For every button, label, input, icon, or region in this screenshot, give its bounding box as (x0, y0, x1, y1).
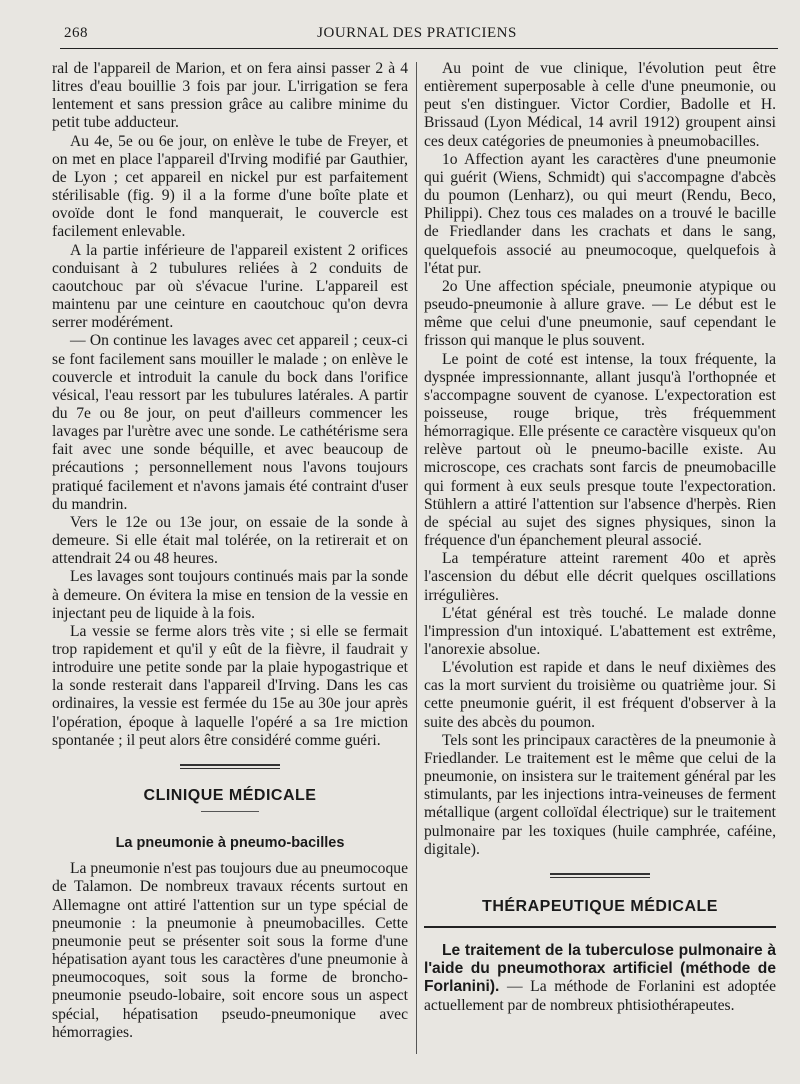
section-title: THÉRAPEUTIQUE MÉDICALE (482, 897, 718, 915)
paragraph: — On continue les lavages avec cet appareil ; ceux-ci se font facilement sans mouiller le malade ; on enlève le couvercle et introduit la canule du bock dans l'orifice vésical, l'eau ressort par les tubulures latérales. A partir du 7e ou 8e jour, on peut d'ailleurs commencer les lavages par l'urètre avec une sonde. Le cathétérisme sera fait avec une sonde béquille, et avec beaucoup de précautions ; personnellement nous l'avons toujours pratiqué facilement et n'avons jamais été contraint d'user du mandrin. (52, 332, 408, 513)
paragraph: L'état général est très touché. Le malade donne l'impression d'un intoxiqué. L'abattement est extrême, l'anorexie absolue. (424, 604, 776, 658)
article-title: La pneumonie à pneumo-bacilles (115, 835, 345, 852)
paragraph: Au point de vue clinique, l'évolution peut être entièrement superposable à celle d'une pneumonie, ou peut s'en distinguer. Victor Cordier, Badolle et H. Brissaud (Lyon Médical, 14 avril 1912) groupent ainsi ces deux catégories de pneumonies à pneumobacilles. (424, 60, 776, 150)
paragraph (424, 942, 776, 1015)
paragraph: ral de l'appareil de Marion, et on fera ainsi passer 2 à 4 litres d'eau bouillie 3 fois par jour. L'irrigation se fera lentement et sans pression grâce au calibre minime du petit tube adducteur. (52, 60, 408, 132)
paragraph: L'évolution est rapide et dans le neuf dixièmes des cas la mort survient du troisième ou quatrième jour. Si cette pneumonie guérit, il est fréquent d'observer à la suite des abcès du poumon. (424, 659, 776, 731)
section-separator (550, 873, 650, 878)
right-column (424, 60, 776, 1015)
section-title: CLINIQUE MÉDICALE (143, 786, 317, 804)
journal-title: JOURNAL DES PRATICIENS (317, 25, 517, 41)
paragraph: 2o Une affection spéciale, pneumonie atypique ou pseudo-pneumonie à allure grave. — Le début est le même que celui d'une pneumonie, sauf cependant le frisson qui manque le plus souvent. (424, 277, 776, 350)
paragraph: Vers le 12e ou 13e jour, on essaie de la sonde à demeure. Si elle était mal tolérée, on la retirerait et on attendrait 24 ou 48 heures. (52, 513, 408, 568)
header-rule (60, 48, 778, 49)
paragraph: Le point de coté est intense, la toux fréquente, la dyspnée impressionnante, allant jusqu'à l'orthopnée et s'accompagne souvent de cyanose. L'expectoration est poisseuse, rouge brique, très fréquemment hémorragique. Elle présente ce caractère visqueux qu'on relève partout où le pneumo-bacille existe. Au microscope, ces crachats sont farcis de pneumobacille qui forment à eux seuls presque toute l'expectoration. Stühlern a attiré l'attention sur l'absence d'herpès. Rien de spécial au sujet des signes physiques, sinon la fréquence d'un épanchement pleural associé. (424, 350, 776, 550)
page-number: 268 (64, 25, 88, 41)
paragraph: La température atteint rarement 40o et après l'ascension du début elle décrit quelques oscillations irrégulières. (424, 550, 776, 604)
left-column (52, 60, 408, 1042)
paragraph: Les lavages sont toujours continués mais par la sonde à demeure. On évitera la mise en tension de la vessie en injectant peu de liquide à la fois. (52, 568, 408, 622)
title-rule (201, 811, 259, 812)
paragraph: La vessie se ferme alors très vite ; si elle se fermait trop rapidement et qu'il y eût de la fièvre, il faudrait y introduire une petite sonde par la plaie hypogastrique et la sonde resterait dans l'appareil d'Irving. Dans les cas ordinaires, la vessie est fermée du 15e au 30e jour après l'opération, époque à laquelle l'opéré a sa 1re miction spontanée ; il peut alors être considéré comme guéri. (52, 622, 408, 749)
article-text: — La méthode de Forlanini est adoptée actuellement par de nombreux phtisiothérapeutes. (424, 978, 776, 1014)
paragraph: 1o Affection ayant les caractères d'une pneumonie qui guérit (Wiens, Schmidt) qui s'accompagne d'abcès du poumon (Lenharz), ou qui meurt (Rendu, Beco, Philippi). Chez tous ces malades on a trouvé le bacille de Friedlander dans les crachats et dans le sang, quelquefois associé au pneumocoque, quelquefois à l'état pur. (424, 150, 776, 277)
paragraph: La pneumonie n'est pas toujours due au pneumocoque de Talamon. De nombreux travaux récents surtout en Allemagne ont attiré l'attention sur un type spécial de pneumonie : la pneumonie à pneumobacilles. Cette pneumonie peut se présenter soit sous la forme d'une hépatisation ayant tous les caractères d'une pneumonie à pneumocoques, soit sous la forme de broncho-pneumonie pseudo-lobaire, soit encore sous un aspect spécial, hépatisation pseudo-pneumonique avec hémorragies. (52, 860, 408, 1041)
paragraph: A la partie inférieure de l'appareil existent 2 orifices conduisant à 2 tubulures reliées à 2 conduits de caoutchouc par où s'évacue l'urine. L'appareil est maintenu par une ceinture en caoutchouc qu'on devra serrer modérément. (52, 241, 408, 332)
paragraph: Tels sont les principaux caractères de la pneumonie à Friedlander. Le traitement est le même que celui de la pneumonie, on insistera sur le traitement général par les stimulants, par les injections intra-veineuses de ferment métallique (argent colloïdal électrique) sur le traitement pulmonaire par les toxiques (huile camphrée, caféine, digitale). (424, 731, 776, 858)
section-separator (180, 764, 280, 769)
paragraph: Au 4e, 5e ou 6e jour, on enlève le tube de Freyer, et on met en place l'appareil d'Irving modifié par Gauthier, de Lyon ; cet appareil en nickel pur est parfaitement stérilisable (fig. 9) il a la forme d'une boîte plate et ovoïde dont le fond manquerait, le couvercle est facilement enlevable. (52, 132, 408, 241)
title-rule (424, 926, 776, 928)
article-lead: Le traitement de la tuberculose pulmonaire à l'aide du pneumothorax artificiel (méthode de Forlanini). (424, 942, 776, 996)
column-divider (416, 62, 417, 1054)
page-header (58, 22, 776, 46)
